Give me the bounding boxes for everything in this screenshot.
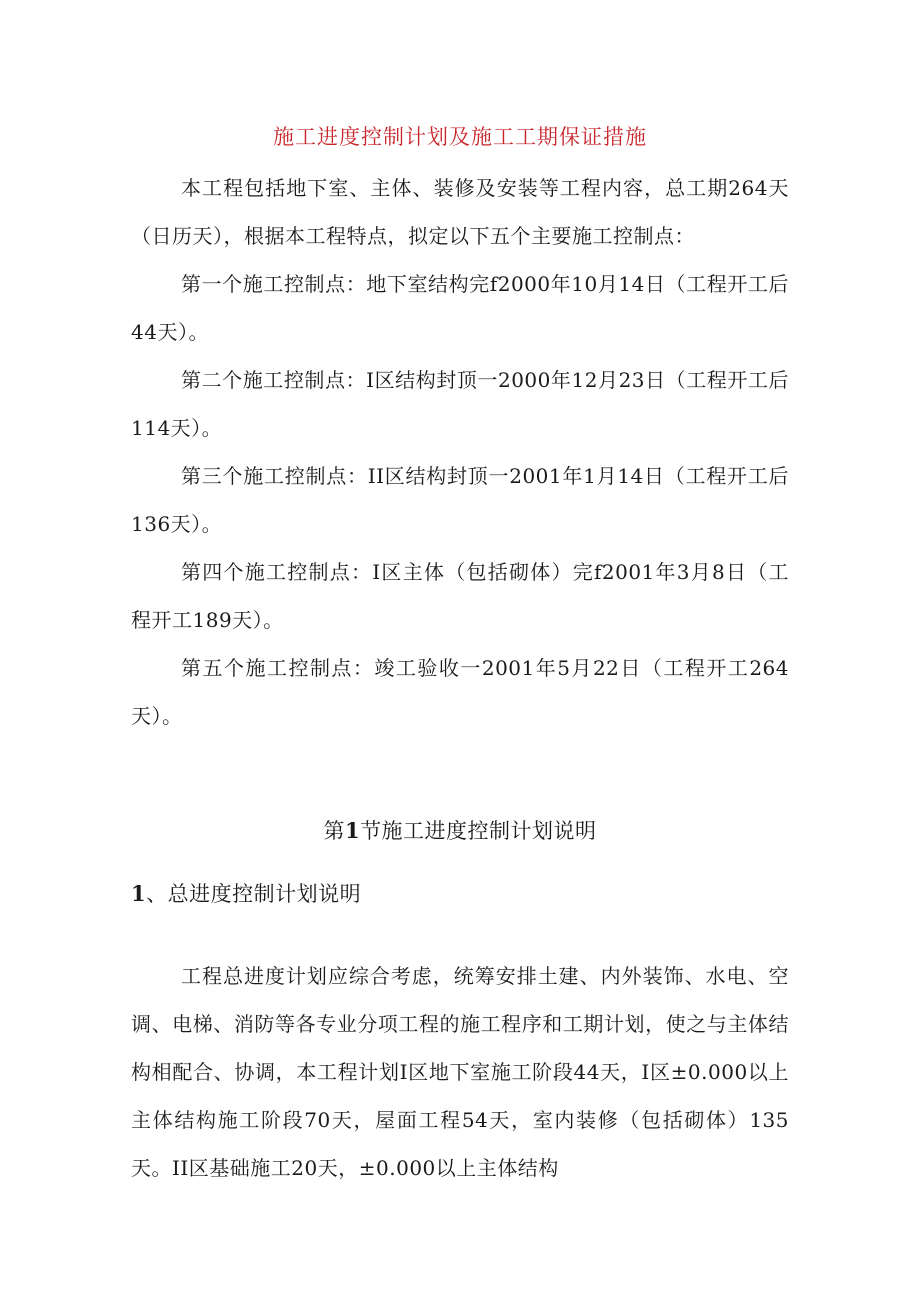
control-point-4: 第四个施工控制点：I区主体（包括砌体）完f2001年3月8日（工程开工189天）。 xyxy=(131,560,789,632)
control-point-5: 第五个施工控制点：竣工验收一2001年5月22日（工程开工264天）。 xyxy=(131,656,789,728)
document-title: 施工进度控制计划及施工工期保证措施 xyxy=(273,125,647,149)
control-point-3: 第三个施工控制点：II区结构封顶一2001年1月14日（工程开工后136天）。 xyxy=(131,464,789,536)
control-point-1: 第一个施工控制点：地下室结构完f2000年10月14日（工程开工后44天）。 xyxy=(131,272,789,344)
subsection-title: 、总进度控制计划说明 xyxy=(146,882,362,906)
section-number: 1 xyxy=(344,818,361,843)
section-heading xyxy=(0,815,920,845)
section-title: 节施工进度控制计划说明 xyxy=(360,819,597,843)
section-prefix: 第 xyxy=(323,819,345,843)
subsection-heading xyxy=(131,878,361,908)
subsection-number: 1 xyxy=(131,881,147,906)
control-point-2: 第二个施工控制点：I区结构封顶一2000年12月23日（工程开工后114天）。 xyxy=(131,368,789,440)
body-paragraph: 工程总进度计划应综合考虑，统筹安排土建、内外装饰、水电、空调、电梯、消防等各专业分项工程的施工程序和工期计划，使之与主体结构相配合、协调，本工程计划I区地下室施工阶段44天，I区±0.000以上主体结构施工阶段70天，屋面工程54天，室内装修（包括砌体）135天。II区基础施工20天，±0.000以上主体结构 xyxy=(131,964,789,1180)
intro-paragraph: 本工程包括地下室、主体、装修及安装等工程内容，总工期264天（日历天），根据本工程特点，拟定以下五个主要施工控制点： xyxy=(131,176,789,248)
